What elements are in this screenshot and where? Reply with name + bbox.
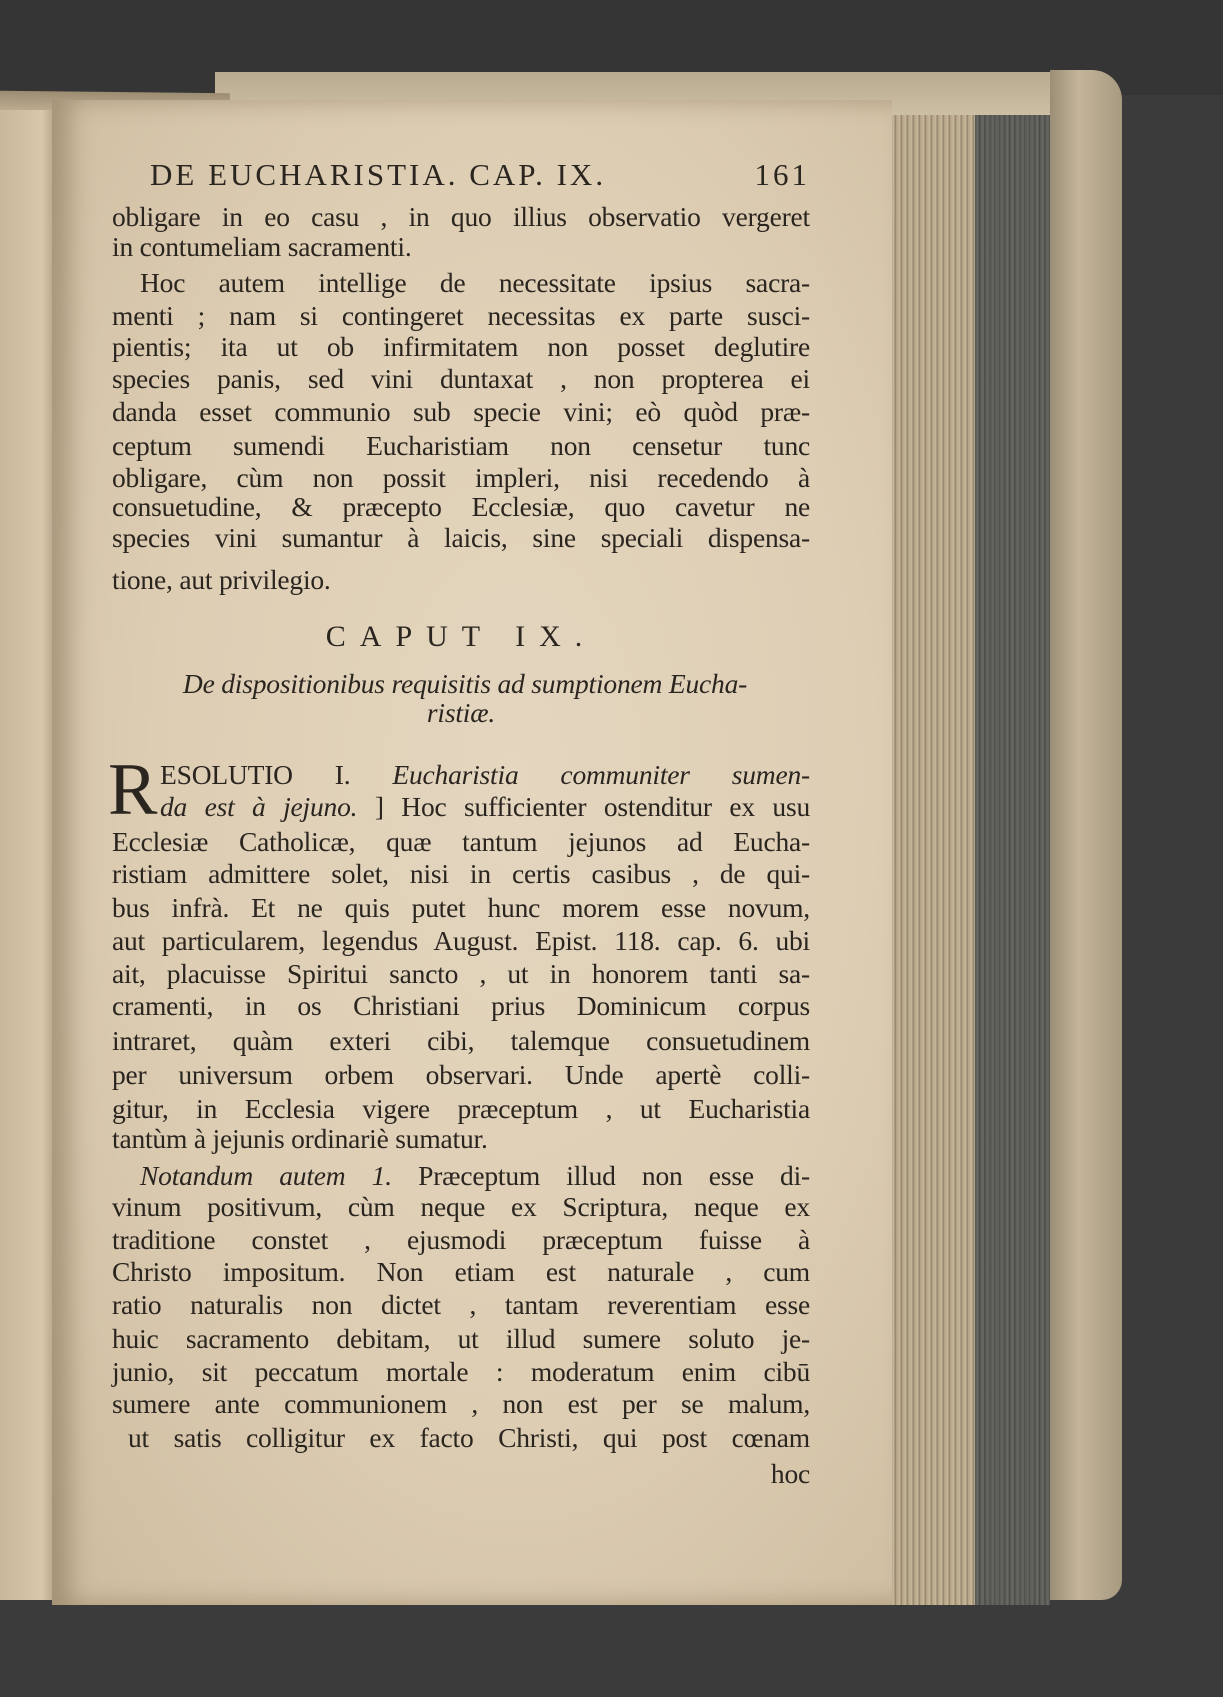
text-run: Notandum autem 1. bbox=[140, 1160, 392, 1191]
text-run: tantùm à jejunis ordinariè sumatur. bbox=[112, 1123, 488, 1154]
text-run: obligare in eo casu , in quo illius observatio vergeret bbox=[112, 201, 810, 232]
text-run: cramenti, in os Christiani prius Dominicum corpus bbox=[112, 990, 810, 1021]
text-line bbox=[128, 1423, 810, 1453]
chapter-subtitle bbox=[130, 669, 800, 699]
catchword bbox=[112, 1459, 810, 1489]
text-line bbox=[112, 1026, 810, 1056]
text-line bbox=[112, 1225, 810, 1255]
notandum-line bbox=[140, 1161, 810, 1191]
text-run: ristiæ. bbox=[426, 697, 496, 728]
text-run: Præceptum illud non esse di- bbox=[418, 1160, 811, 1191]
text-line bbox=[112, 565, 810, 595]
text-run: De dispositionibus requisitis ad sumptionem Eucha- bbox=[182, 668, 748, 699]
resolutio-line bbox=[160, 792, 810, 822]
text-run: per universum orbem observari. Unde apertè colli- bbox=[112, 1059, 810, 1090]
text-line bbox=[140, 268, 810, 298]
chapter-subtitle bbox=[112, 698, 810, 728]
text-run: ait, placuisse Spiritui sancto , ut in honorem tanti sa- bbox=[112, 958, 810, 989]
text-line bbox=[112, 463, 810, 493]
text-run: Eucharistia communiter sumen- bbox=[392, 759, 810, 790]
text-run: ] Hoc sufficienter ostenditur ex usu bbox=[374, 791, 810, 822]
text-run: vinum positivum, cùm neque ex Scriptura, neque ex bbox=[112, 1191, 810, 1222]
drop-cap: R bbox=[108, 749, 158, 831]
text-line bbox=[112, 1324, 810, 1354]
text-line bbox=[112, 1094, 810, 1124]
text-run: ut satis colligitur ex facto Christi, qui post cœnam bbox=[128, 1422, 810, 1453]
text-line bbox=[112, 232, 810, 262]
resolutio-line bbox=[160, 760, 810, 790]
text-run: huic sacramento debitam, ut illud sumere soluto je- bbox=[112, 1323, 810, 1354]
text-line bbox=[112, 1357, 810, 1387]
text-line bbox=[112, 1389, 810, 1419]
text-run: pientis; ita ut ob infirmitatem non posset deglutire bbox=[112, 331, 810, 362]
text-line bbox=[112, 959, 810, 989]
text-run: sumere ante communionem , non est per se malum, bbox=[112, 1388, 810, 1419]
text-line bbox=[112, 991, 810, 1021]
text-line bbox=[112, 202, 810, 232]
text-run: in contumeliam sacramenti. bbox=[112, 231, 412, 262]
text-run: species vini sumantur à laicis, sine speciali dispensa- bbox=[112, 522, 810, 553]
left-page-edge bbox=[0, 110, 60, 1600]
text-line bbox=[112, 893, 810, 923]
text-run: species panis, sed vini duntaxat , non propterea ei bbox=[112, 363, 810, 394]
text-run: ratio naturalis non dictet , tantam reverentiam esse bbox=[112, 1289, 810, 1320]
text-line bbox=[112, 827, 810, 857]
text-run: ceptum sumendi Eucharistiam non censetur tunc bbox=[112, 430, 810, 461]
text-run: gitur, in Ecclesia vigere præceptum , ut Eucharistia bbox=[112, 1093, 810, 1124]
text-run: CAPUT IX. bbox=[325, 620, 597, 653]
text-run: danda esset communio sub specie vini; eò quòd præ- bbox=[112, 396, 810, 427]
text-run: consuetudine, & præcepto Ecclesiæ, quo cavetur ne bbox=[112, 491, 810, 522]
text-run: aut particularem, legendus August. Epist. 118. cap. 6. ubi bbox=[112, 925, 810, 956]
text-line bbox=[112, 397, 810, 427]
text-run: ristiam admittere solet, nisi in certis casibus , de qui- bbox=[112, 858, 810, 889]
text-run: Christo impositum. Non etiam est naturale , cum bbox=[112, 1256, 810, 1287]
text-run: bus infrà. Et ne quis putet hunc morem esse novum, bbox=[112, 892, 810, 923]
running-header bbox=[150, 157, 810, 193]
text-line bbox=[112, 523, 810, 553]
running-title: DE EUCHARISTIA. CAP. IX. bbox=[150, 157, 607, 192]
text-line bbox=[112, 1290, 810, 1320]
text-line bbox=[112, 1192, 810, 1222]
text-line bbox=[112, 301, 810, 331]
text-line bbox=[112, 859, 810, 889]
text-line bbox=[112, 332, 810, 362]
text-run: junio, sit peccatum mortale : moderatum enim cibū bbox=[112, 1356, 810, 1387]
text-line bbox=[112, 926, 810, 956]
text-line bbox=[112, 492, 810, 522]
text-run: Ecclesiæ Catholicæ, quæ tantum jejunos ad Eucha- bbox=[112, 826, 810, 857]
text-run: ESOLUTIO I. bbox=[160, 759, 351, 790]
text-line bbox=[112, 431, 810, 461]
page-number: 161 bbox=[754, 157, 810, 192]
page-fore-edge-shadow bbox=[975, 115, 1050, 1605]
text-run: Hoc autem intellige de necessitate ipsius sacra- bbox=[140, 267, 810, 298]
text-run: tione, aut privilegio. bbox=[112, 564, 331, 595]
text-run: traditione constet , ejusmodi præceptum fuisse à bbox=[112, 1224, 810, 1255]
text-run: intraret, quàm exteri cibi, talemque consuetudinem bbox=[112, 1025, 810, 1056]
text-run: obligare, cùm non possit impleri, nisi recedendo à bbox=[112, 462, 810, 493]
text-run: da est à jejuno. bbox=[160, 791, 358, 822]
text-run: menti ; nam si contingeret necessitas ex parte susci- bbox=[112, 300, 810, 331]
chapter-heading bbox=[112, 622, 810, 652]
text-line bbox=[112, 1060, 810, 1090]
text-line bbox=[112, 1124, 810, 1154]
text-line bbox=[112, 364, 810, 394]
text-line bbox=[112, 1257, 810, 1287]
text-run: hoc bbox=[770, 1458, 810, 1489]
book-cover-right bbox=[1050, 70, 1122, 1600]
